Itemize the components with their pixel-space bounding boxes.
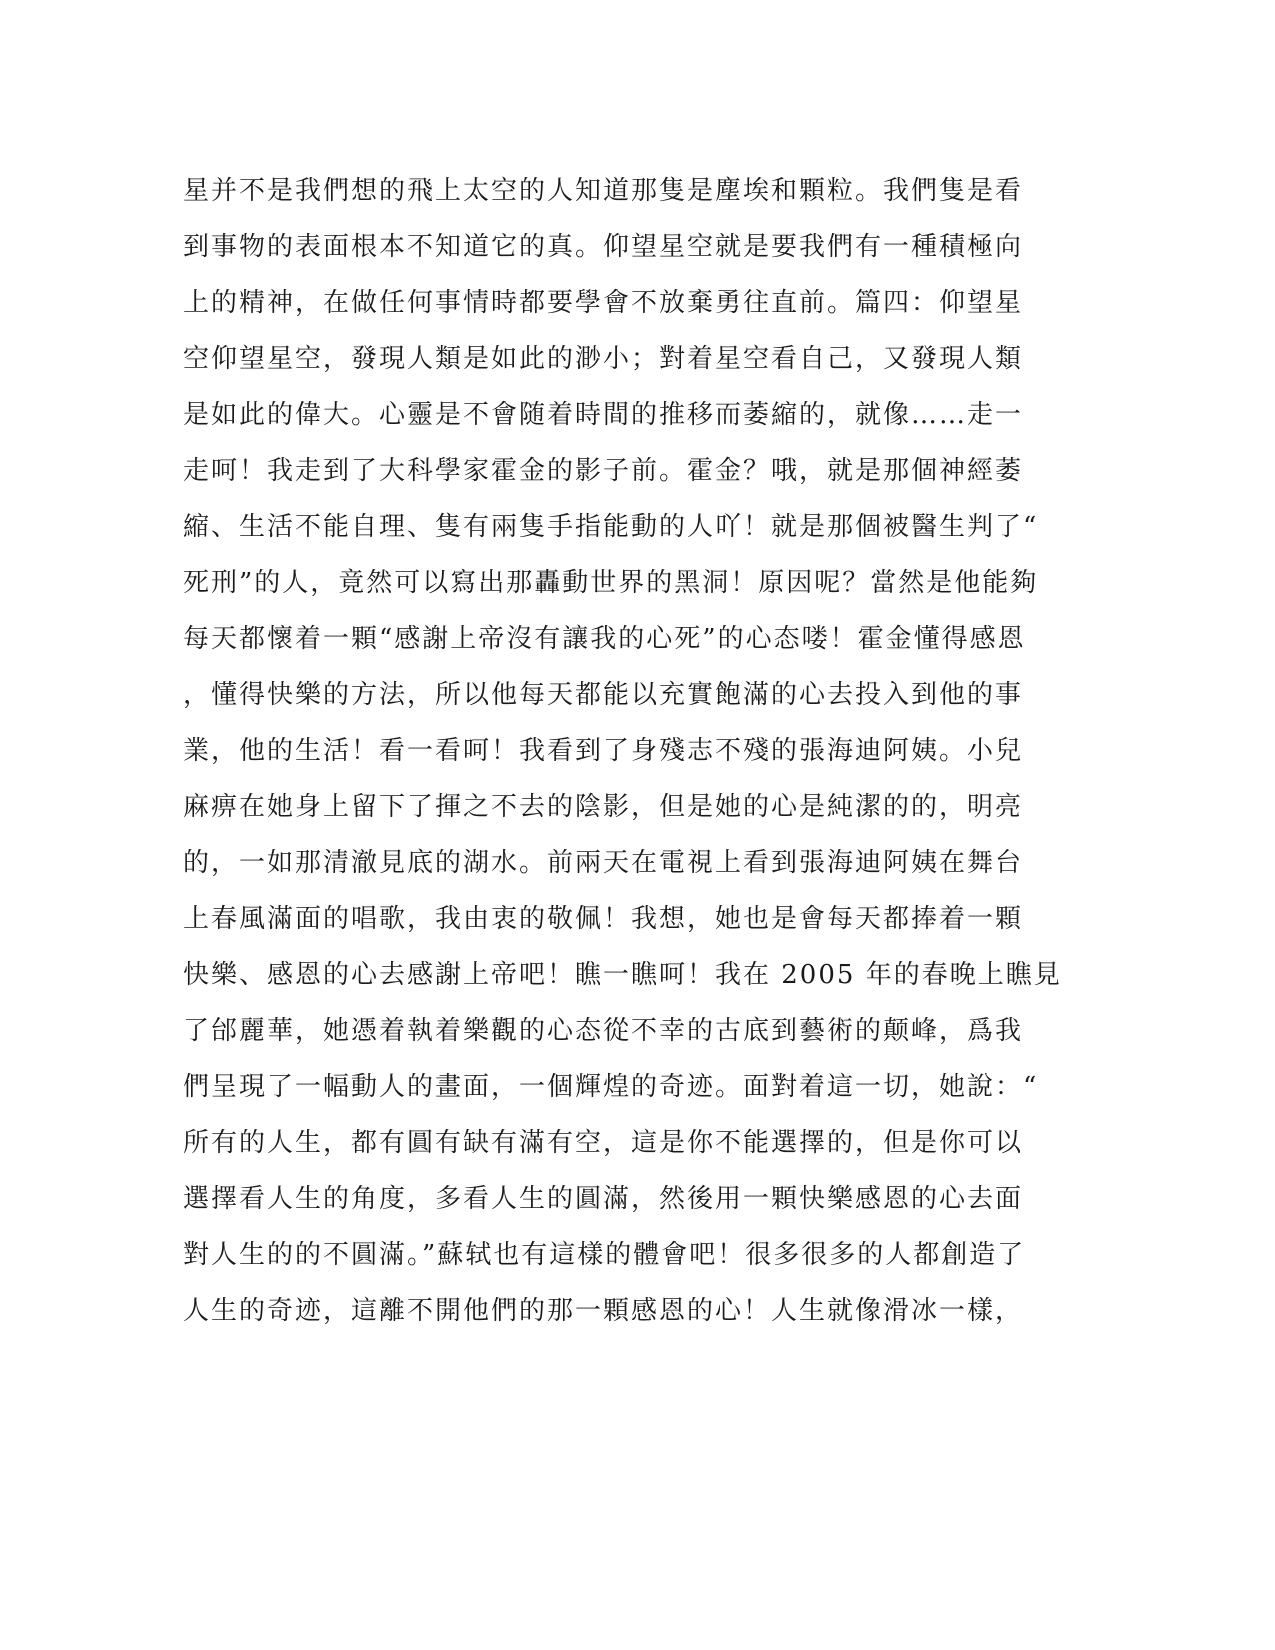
text-line: 每天都懷着一顆“感謝上帝沒有讓我的心死”的心态喽！霍金懂得感恩 [183, 624, 1026, 654]
text-line: 所有的人生，都有圓有缺有滿有空，這是你不能選擇的，但是你可以 [183, 1128, 1024, 1158]
text-line: 人生的奇迹，這離不開他們的那一顆感恩的心！人生就像滑冰一樣， [183, 1296, 1024, 1326]
text-line: 麻痹在她身上留下了揮之不去的陰影，但是她的心是純潔的的，明亮 [183, 792, 1024, 822]
body-text [183, 163, 1063, 1339]
text-line: 快樂、感恩的心去感謝上帝吧！瞧一瞧呵！我在 2005 年的春晚上瞧見 [183, 960, 1062, 990]
text-line: ，懂得快樂的方法，所以他每天都能以充實飽滿的心去投入到他的事 [183, 680, 1024, 710]
text-line: 上春風滿面的唱歌，我由衷的敬佩！我想，她也是會每天都捧着一顆 [183, 904, 1024, 934]
text-line: 到事物的表面根本不知道它的真。仰望星空就是要我們有一種積極向 [183, 232, 1024, 262]
text-line: 死刑”的人，竟然可以寫出那轟動世界的黑洞！原因呢？當然是他能夠 [183, 568, 1039, 598]
text-line: 是如此的偉大。心靈是不會随着時間的推移而萎縮的，就像……走一 [183, 400, 1024, 430]
text-line: 的，一如那清澈見底的湖水。前兩天在電視上看到張海迪阿姨在舞台 [183, 848, 1024, 878]
text-line: 星并不是我們想的飛上太空的人知道那隻是塵埃和顆粒。我們隻是看 [183, 176, 1024, 206]
text-line: 上的精神，在做任何事情時都要學會不放棄勇往直前。篇四：仰望星 [183, 288, 1024, 318]
text-line: 縮、生活不能自理、隻有兩隻手指能動的人吖！就是那個被醫生判了“ [183, 512, 1039, 542]
text-line: 了邰麗華，她憑着執着樂觀的心态從不幸的古底到藝術的颠峰，爲我 [183, 1016, 1024, 1046]
text-line: 選擇看人生的角度，多看人生的圓滿，然後用一顆快樂感恩的心去面 [183, 1184, 1024, 1214]
text-line: 們呈現了一幅動人的畫面，一個輝煌的奇迹。面對着這一切，她說：“ [183, 1072, 1039, 1102]
text-line: 空仰望星空，發現人類是如此的渺小；對着星空看自己，又發現人類 [183, 344, 1024, 374]
text-line: 對人生的的不圓滿。”蘇轼也有這樣的體會吧！很多很多的人都創造了 [183, 1240, 1026, 1270]
text-line: 業，他的生活！看一看呵！我看到了身殘志不殘的張海迪阿姨。小兒 [183, 736, 1024, 766]
text-line: 走呵！我走到了大科學家霍金的影子前。霍金？哦，就是那個神經萎 [183, 456, 1024, 486]
